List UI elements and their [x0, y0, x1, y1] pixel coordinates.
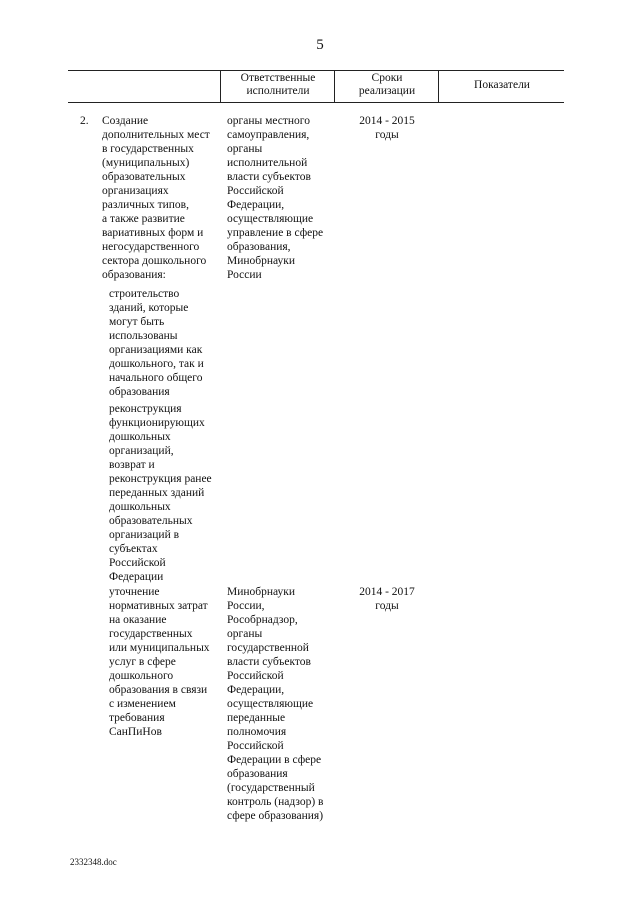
subitem-cost-clarification-executors: Минобрнауки России, Рособрнадзор, органы государственной власти субъектов Российской Федерации, осуществляющие переданные полномочия Российской Федерации в сфере образования (государственный контроль (надзор) в сфере образования): [227, 586, 324, 822]
row-number: 2.: [80, 115, 89, 127]
header-period: Сроки реализации: [358, 72, 416, 97]
row-title: Создание дополнительных мест в государственных (муниципальных) образовательных организациях различных типов, а также развитие вариативных форм и негосударственного сектора дошкольного образования:: [102, 115, 210, 281]
page-number: 5: [316, 37, 324, 53]
subitem-reconstruction: реконструкция функционирующих дошкольных организаций, возврат и реконструкция ранее переданных зданий дошкольных образовательных организаций в субъектах Российской Федерации: [109, 403, 212, 583]
row-executors: органы местного самоуправления, органы исполнительной власти субъектов Российской Федерации, осуществляющие управление в сфере образования, Минобрнауки России: [227, 115, 324, 281]
header-indicators: Показатели: [474, 79, 530, 91]
column-divider-3: [438, 70, 439, 102]
subitem-construction: строительство зданий, которые могут быть использованы организациями как дошкольного, так и начального общего образования: [109, 288, 204, 398]
table-top-rule: [68, 70, 564, 71]
document-footer: 2332348.doc: [70, 857, 117, 867]
subitem-cost-clarification: уточнение нормативных затрат на оказание государственных или муниципальных услуг в сфере дошкольного образования в связи с изменением требования СанПиНов: [109, 586, 210, 738]
subitem-cost-clarification-period: 2014 - 2017 годы: [359, 586, 415, 612]
row-period: 2014 - 2015 годы: [359, 115, 415, 141]
table-header-bottom-rule: [68, 102, 564, 103]
column-divider-2: [334, 70, 335, 102]
column-divider-1: [220, 70, 221, 102]
header-executors: Ответственные исполнители: [240, 72, 316, 97]
